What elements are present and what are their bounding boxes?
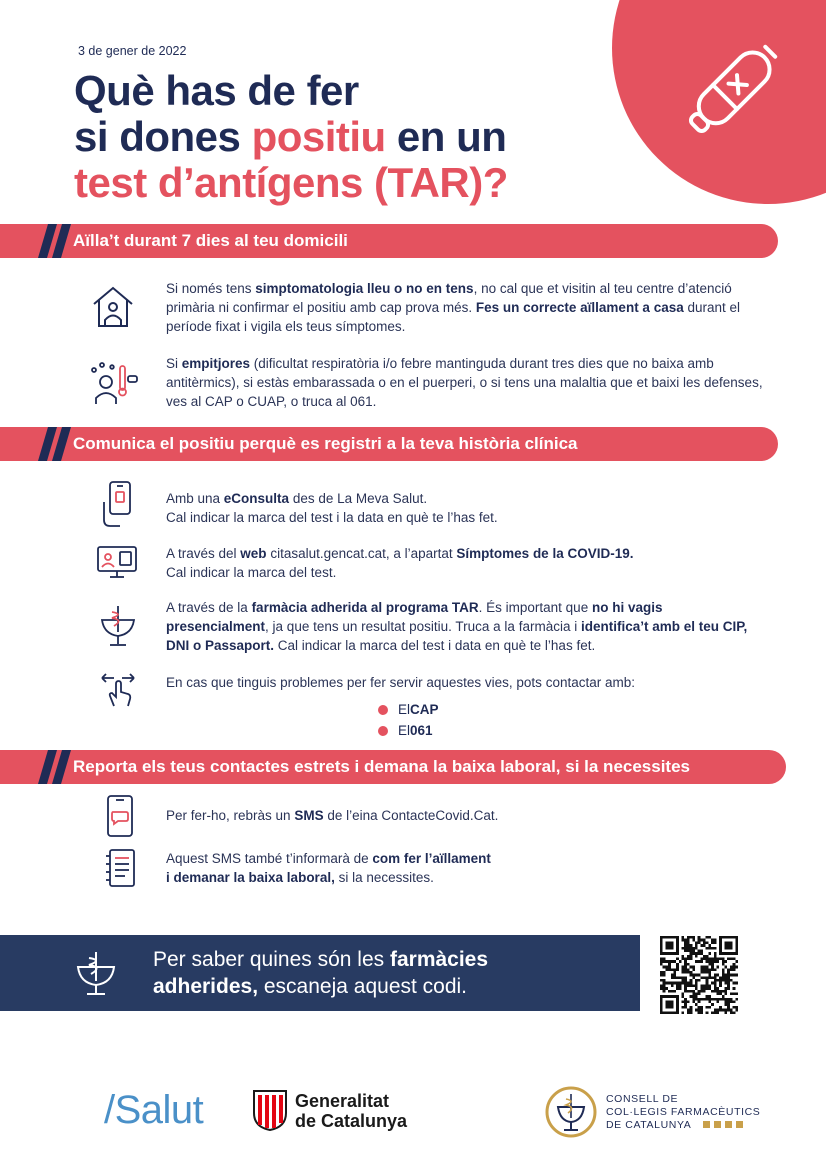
pharmacy-icon — [98, 602, 138, 648]
item-sms-info: Aquest SMS també t’informarà de com fer l’aïllament i demanar la baixa laboral, si la necessites. — [166, 851, 491, 885]
slash-mark-icon — [38, 224, 74, 258]
computer-web-icon — [96, 545, 138, 579]
slash-mark-icon — [38, 427, 74, 461]
publication-date: 3 de gener de 2022 — [78, 44, 187, 58]
consell-logo-text: CONSELL DE COL·LEGIS FARMACÈUTICS DE CATALUNYA — [606, 1093, 761, 1131]
document-list-icon — [104, 848, 138, 888]
page-title: Què has de fer si dones positiu en un test d’antígens (TAR)? — [74, 67, 508, 206]
item-problems: En cas que tinguis problemes per fer servir aquestes vies, pots contactar amb: — [166, 675, 635, 690]
generalitat-logo-text: Generalitat de Catalunya — [295, 1091, 408, 1131]
item-web: A través del web citasalut.gencat.cat, a l’apartat Símptomes de la COVID-19. Cal indicar la marca del test. — [166, 546, 634, 580]
section-title: Comunica el positiu perquè es registri a la teva història clínica — [73, 434, 578, 453]
section-title: Reporta els teus contactes estrets i demana la baixa laboral, si la necessites — [73, 757, 691, 776]
bullet-dot — [378, 726, 388, 736]
banner-text: Per saber quines són les farmàcies adherides, escaneja aquest codi. — [153, 948, 489, 998]
section-header-isolation — [0, 224, 778, 258]
list-item: El CAP — [378, 699, 439, 720]
bullet-dot — [378, 705, 388, 715]
consell-farmaceutics-logo-icon — [544, 1085, 598, 1139]
item-sms: Per fer-ho, rebràs un SMS de l’eina ContacteCovid.Cat. — [166, 808, 499, 823]
section-title: Aïlla’t durant 7 dies al teu domicili — [73, 231, 348, 250]
list-item: El 061 — [378, 720, 439, 741]
pharmacies-banner — [0, 935, 640, 1011]
sick-person-icon — [86, 360, 138, 404]
pharmacy-icon — [74, 949, 118, 997]
section-header-contacts — [0, 750, 786, 784]
item-econsulta: Amb una eConsulta des de La Meva Salut. Cal indicar la marca del test i la data en què te l’has fet. — [166, 491, 498, 525]
item-pharmacy: A través de la farmàcia adherida al programa TAR. És important que no hi vagis presencialment, ja que tens un resultat positiu. Truca a la farmàcia i identifica’t amb el teu CIP, DNI o Passaport. Cal indicar la marca del test i data en què te l’has fet. — [166, 600, 748, 653]
generalitat-shield-icon — [252, 1089, 288, 1131]
phone-hand-icon — [100, 480, 136, 528]
salut-logo: /Salut — [104, 1088, 204, 1132]
smartphone-sms-icon — [106, 794, 134, 838]
qr-code-icon[interactable] — [660, 936, 738, 1014]
house-person-icon — [90, 284, 136, 330]
item-if-worse: Si empitjores (dificultat respiratòria i/o febre mantinguda durant tres dies que no baixa amb antitèrmics), si estàs embarassada o en el puerperi, o si tens una malaltia que et baixi les defenses, ves al CAP o CUAP, o truca al 061. — [166, 356, 763, 409]
section-header-report-positive — [0, 427, 778, 461]
thermometer-test-icon — [672, 20, 802, 150]
contact-list — [378, 699, 439, 741]
swipe-hand-icon — [98, 670, 138, 710]
item-home-isolation: Si només tens simptomatologia lleu o no en tens, no cal que et visitin al teu centre d’atenció primària ni confirmar el positiu amb cap prova més. Fes un correcte aïllament a casa durant el període fixat i vigila els teus símptomes. — [166, 281, 741, 334]
slash-mark-icon — [38, 750, 74, 784]
